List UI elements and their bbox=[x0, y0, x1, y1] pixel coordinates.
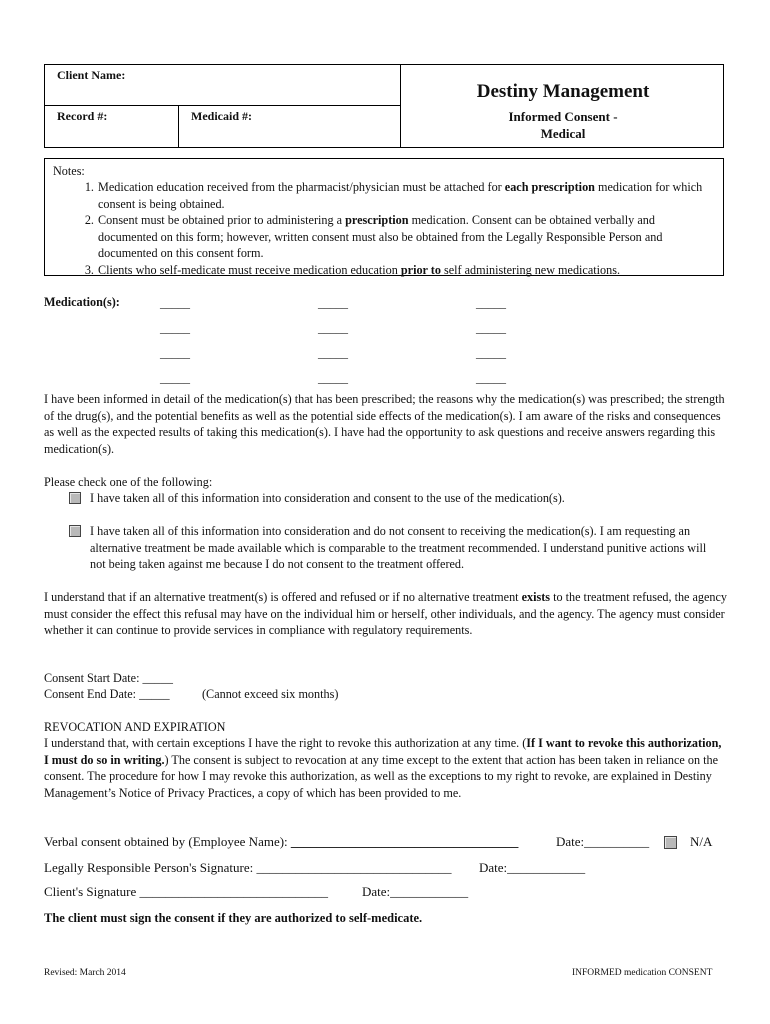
note-item: 1. Medication education received from the pharmacist/physician must be attached for each prescription medication for which consent is being obtained. bbox=[97, 179, 713, 212]
decline-checkbox[interactable] bbox=[69, 525, 81, 537]
org-name: Destiny Management bbox=[476, 81, 650, 102]
medicaid-label: Medicaid #: bbox=[191, 109, 252, 123]
record-label: Record #: bbox=[57, 109, 108, 123]
revocation-heading: REVOCATION AND EXPIRATION bbox=[44, 720, 226, 734]
header-divider-horizontal bbox=[45, 105, 400, 106]
medication-blank[interactable]: _____ bbox=[476, 346, 506, 360]
medication-blank[interactable]: _____ bbox=[318, 321, 348, 335]
consent-start-date[interactable]: Consent Start Date: _____ bbox=[44, 671, 173, 685]
decline-option-text: I have taken all of this information into consideration and do not consent to receiving the medication(s). I am requesting an alternative treatment be made available which is comparable to the treatment recommended. I understand punitive actions will not being taken against me because I do not consent to the treatment offered. bbox=[90, 524, 707, 571]
medication-blank[interactable]: _____ bbox=[160, 371, 190, 385]
revocation-paragraph: I understand that, with certain exceptions I have the right to revoke this authorization at any time. (If I want to revoke this authorization, I must do so in writing.) The consent is subject to revocation at any time except to the extent that action has been taken in reliance on the consent. The procedure for how I may revoke this authorization, as well as the exceptions to my right to revoke, are explained in Destiny Management’s Notice of Privacy Practices, a copy of which has been provided to me. bbox=[44, 736, 722, 800]
notes-box bbox=[44, 158, 724, 276]
revised-date: Revised: March 2014 bbox=[44, 968, 126, 978]
self-medicate-note: The client must sign the consent if they are authorized to self-medicate. bbox=[44, 911, 423, 925]
form-name-footer: INFORMED medication CONSENT bbox=[572, 968, 713, 978]
refusal-paragraph: I understand that if an alternative treatment(s) is offered and refused or if no alternative treatment exists to the treatment refused, the agency must consider the effect this refusal may have on the individual him or herself, other individuals, and the agency. The agency must consider whether it can continue to provide services in compliance with regulatory requirements. bbox=[44, 590, 728, 637]
verbal-consent-date[interactable]: Date:__________ bbox=[556, 834, 650, 849]
client-signature-line[interactable]: Client's Signature _____________________________ bbox=[44, 884, 329, 899]
lrp-signature-date[interactable]: Date:____________ bbox=[479, 860, 586, 875]
consent-checkbox[interactable] bbox=[69, 492, 81, 504]
consent-end-date[interactable]: Consent End Date: _____ bbox=[44, 687, 170, 701]
na-checkbox[interactable] bbox=[664, 836, 677, 849]
client-name-label: Client Name: bbox=[57, 68, 126, 82]
medication-blank[interactable]: _____ bbox=[318, 371, 348, 385]
lrp-signature-line[interactable]: Legally Responsible Person's Signature: ______________________________ bbox=[44, 860, 452, 875]
medication-blank[interactable]: _____ bbox=[160, 321, 190, 335]
note-item: 3. Clients who self-medicate must receive medication education prior to self administering new medications. bbox=[97, 262, 713, 279]
medications-label: Medication(s): bbox=[44, 295, 120, 309]
medication-blank[interactable]: _____ bbox=[318, 296, 348, 310]
notes-list bbox=[53, 179, 713, 278]
medication-blank[interactable]: _____ bbox=[476, 321, 506, 335]
check-prompt: Please check one of the following: bbox=[44, 475, 213, 489]
medication-blank[interactable]: _____ bbox=[476, 371, 506, 385]
medication-blank[interactable]: _____ bbox=[318, 346, 348, 360]
verbal-consent-row bbox=[44, 834, 518, 851]
header-divider-record bbox=[178, 105, 179, 147]
form-title-line-1: Informed Consent - bbox=[508, 109, 618, 124]
header-box bbox=[44, 64, 724, 148]
form-title-line-2: Medical bbox=[540, 126, 586, 141]
employee-name-line[interactable]: ___________________________________ bbox=[290, 834, 519, 849]
medication-blank[interactable]: _____ bbox=[160, 296, 190, 310]
consent-option-text: I have taken all of this information into consideration and consent to the use of the medication(s). bbox=[90, 491, 565, 505]
notes-title: Notes: bbox=[53, 164, 85, 178]
note-item: 2. Consent must be obtained prior to administering a prescription medication. Consent can be obtained verbally and documented on this form; however, written consent must also be obtained from the Legally Responsible Person and documented on this consent form. bbox=[97, 212, 713, 262]
consent-end-note: (Cannot exceed six months) bbox=[202, 687, 339, 701]
medication-blank[interactable]: _____ bbox=[160, 346, 190, 360]
informed-paragraph: I have been informed in detail of the medication(s) that has been prescribed; the reasons why the medication(s) was prescribed; the strength of the drug(s), and the potential benefits as well as the potential side effects of the medication(s). I am aware of the risks and consequences as well as the expected results of taking this medication(s). I have had the opportunity to ask questions and receive answers regarding this medication(s). bbox=[44, 392, 725, 456]
verbal-consent-label: Verbal consent obtained by (Employee Name): bbox=[44, 834, 291, 849]
medication-blank[interactable]: _____ bbox=[476, 296, 506, 310]
client-signature-date[interactable]: Date:____________ bbox=[362, 884, 469, 899]
na-label: N/A bbox=[690, 834, 713, 849]
